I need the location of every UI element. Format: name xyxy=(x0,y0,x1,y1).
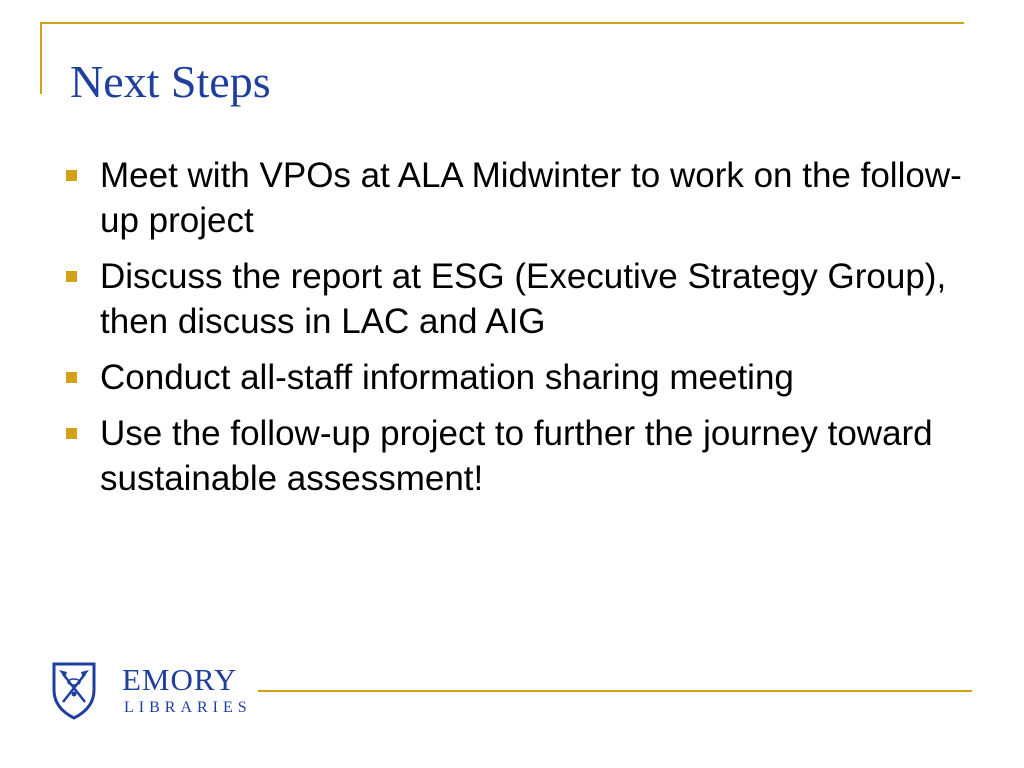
bullet-item xyxy=(62,153,962,243)
top-frame-rule xyxy=(40,22,964,24)
bullet-list xyxy=(62,153,962,512)
bullet-text: Discuss the report at ESG (Executive Strategy Group), then discuss in LAC and AIG xyxy=(100,257,947,341)
bullet-item xyxy=(62,254,962,344)
bullet-text: Use the follow-up project to further the journey toward sustainable assessment! xyxy=(100,414,933,498)
footer-rule xyxy=(258,690,972,692)
emory-shield-icon xyxy=(50,660,98,720)
bullet-item xyxy=(62,355,962,400)
square-bullet-icon xyxy=(66,428,77,439)
bullet-item xyxy=(62,411,962,501)
square-bullet-icon xyxy=(66,170,77,181)
bullet-text: Conduct all-staff information sharing meeting xyxy=(100,358,794,397)
logo-wordmark: EMORY xyxy=(122,662,238,697)
left-frame-rule xyxy=(40,22,42,94)
square-bullet-icon xyxy=(66,271,77,282)
slide-title: Next Steps xyxy=(70,56,271,107)
logo-subtitle: LIBRARIES xyxy=(124,699,252,716)
square-bullet-icon xyxy=(66,372,77,383)
bullet-text: Meet with VPOs at ALA Midwinter to work on the follow-up project xyxy=(100,156,962,240)
